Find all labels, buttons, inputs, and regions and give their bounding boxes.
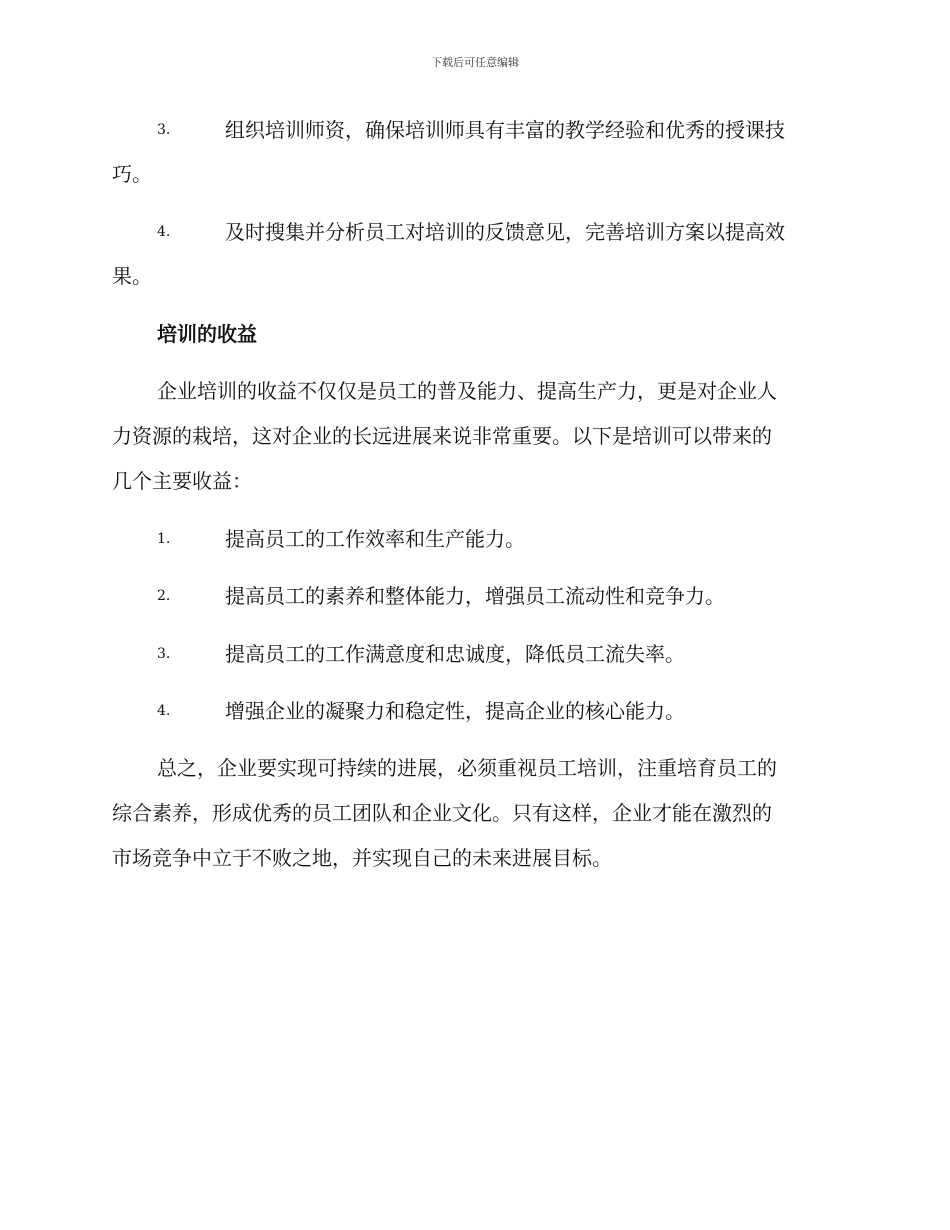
paragraph-line: 市场竞争中立于不败之地，并实现自己的未来进展目标。 xyxy=(112,846,612,870)
benefit-text: 提高员工的工作效率和生产能力。 xyxy=(225,527,525,551)
benefit-number: 4. xyxy=(157,703,171,719)
list-item-text: 组织培训师资，确保培训师具有丰富的教学经验和优秀的授课技 xyxy=(225,118,785,142)
list-item-text-continuation: 巧。 xyxy=(112,162,152,186)
benefit-number: 1. xyxy=(157,531,171,547)
section-heading: 培训的收益 xyxy=(157,322,257,346)
benefit-text: 提高员工的素养和整体能力，增强员工流动性和竞争力。 xyxy=(225,584,725,608)
list-item-number: 3. xyxy=(157,122,171,138)
list-item-number: 4. xyxy=(157,224,171,240)
benefit-number: 2. xyxy=(157,588,171,604)
list-item-text: 及时搜集并分析员工对培训的反馈意见，完善培训方案以提高效 xyxy=(225,220,785,244)
paragraph-line: 总之，企业要实现可持续的进展，必须重视员工培训，注重培育员工的 xyxy=(157,756,777,780)
page-header: 下载后可任意编辑 xyxy=(431,56,519,69)
paragraph-line: 力资源的栽培，这对企业的长远进展来说非常重要。以下是培训可以带来的 xyxy=(112,424,772,448)
paragraph-line: 企业培训的收益不仅仅是员工的普及能力、提高生产力，更是对企业人 xyxy=(157,379,777,403)
benefit-text: 提高员工的工作满意度和忠诚度，降低员工流失率。 xyxy=(225,642,685,666)
list-item-text-continuation: 果。 xyxy=(112,264,152,288)
paragraph-line: 综合素养，形成优秀的员工团队和企业文化。只有这样，企业才能在激烈的 xyxy=(112,801,772,825)
benefit-number: 3. xyxy=(157,646,171,662)
benefit-text: 增强企业的凝聚力和稳定性，提高企业的核心能力。 xyxy=(225,699,685,723)
paragraph-line: 几个主要收益： xyxy=(112,469,252,493)
